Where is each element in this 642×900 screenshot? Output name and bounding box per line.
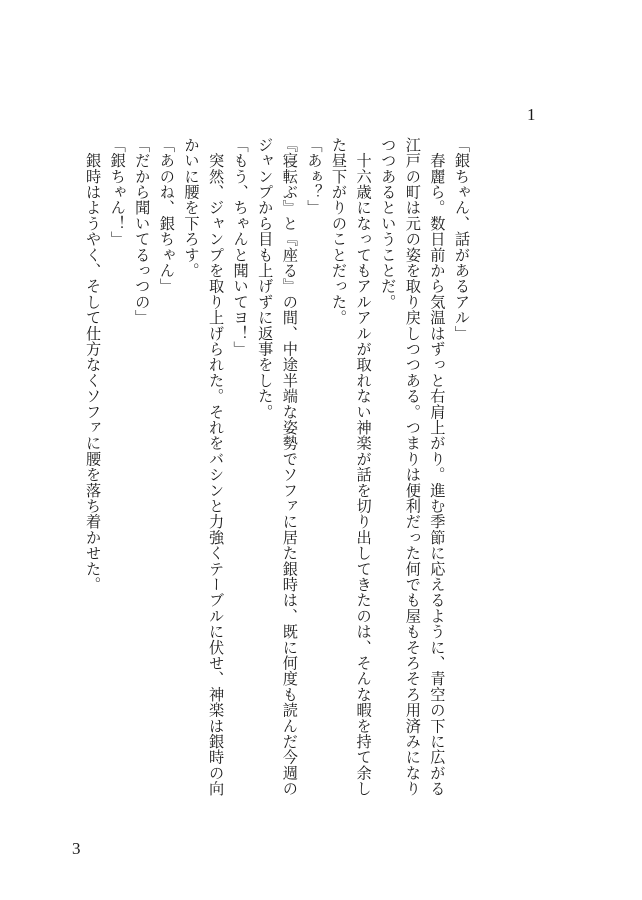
text-line: 「もう、ちゃんと聞いてヨ！」: [231, 137, 250, 357]
text-line: 銀時はようやく、そして仕方なくソファに腰を落ち着かせた。: [84, 137, 103, 593]
page-number: 3: [72, 839, 81, 858]
text-line: 春麗ら。数日前から気温はずっと右肩上がり。進む季節に応えるように、青空の下に広がる江戸の町は元の姿を取り戻しつつある。つまりは便利だった何でも屋もそろそろ用済みになりつつあるということだ。: [379, 137, 447, 797]
text-line: 『寝転ぶ』と『座る』の間、中途半端な姿勢でソファに居た銀時は、既に何度も読んだ今週のジャンプから目も上げずに返事をした。: [256, 137, 299, 797]
text-line: 「銀ちゃん！」: [108, 137, 127, 247]
text-line: 「銀ちゃん、話があるアル」: [453, 137, 471, 342]
text-line: 「だから聞いてるっつの」: [133, 137, 152, 326]
text-line: 十六歳になってもアルアルが取れない神楽が話を切り出してきたのは、そんな暇を持て余した昼下がりのことだった。: [330, 137, 373, 797]
body-text: [81, 137, 475, 797]
chapter-number: 1: [527, 105, 536, 124]
text-line: 突然、ジャンプを取り上げられた。それをバシンと力強くテーブルに伏せ、神楽は銀時の向かいに腰を下ろす。: [182, 137, 226, 797]
text-line: 「あぁ？」: [305, 137, 324, 216]
text-line: 「あのね、銀ちゃん」: [157, 137, 176, 294]
